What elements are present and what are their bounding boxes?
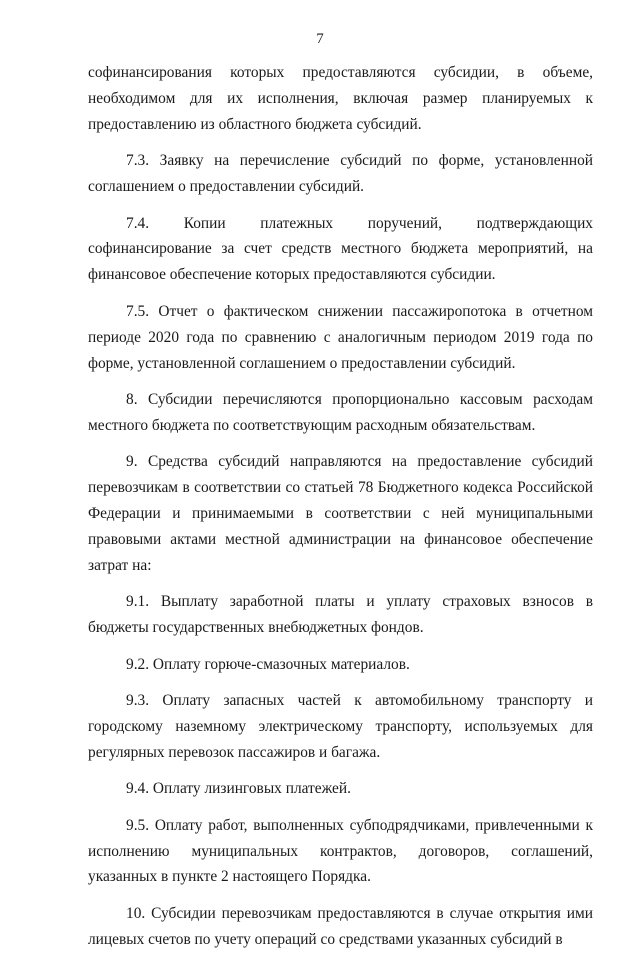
paragraph-9-3: 9.3. Оплату запасных частей к автомобильному транспорту и городскому наземному электрическому транспорту, используемых для регулярных перевозок пассажиров и багажа.	[88, 692, 593, 761]
paragraph-7-3: 7.3. Заявку на перечисление субсидий по форме, установленной соглашением о предоставлении субсидий.	[88, 152, 593, 196]
document-body	[88, 60, 593, 953]
paragraph-9-2: 9.2. Оплату горюче-смазочных материалов.	[126, 655, 410, 673]
paragraph-8: 8. Субсидии перечисляются пропорционально кассовым расходам местного бюджета по соответствующим расходным обязательствам.	[88, 390, 593, 434]
paragraph-7-5: 7.5. Отчет о фактическом снижении пассажиропотока в отчетном периоде 2020 года по сравнению с аналогичным периодом 2019 года по форме, установленной соглашением о предоставлении субсидий.	[88, 302, 593, 372]
paragraph-9-4: 9.4. Оплату лизинговых платежей.	[126, 780, 351, 798]
paragraph-10: 10. Субсидии перевозчикам предоставляются в случае открытия ими лицевых счетов по учету операций со средствами указанных субсидий в	[88, 904, 593, 948]
page-number: 7	[316, 31, 324, 47]
paragraph-9: 9. Средства субсидий направляются на предоставление субсидий перевозчикам в соответствии со статьей 78 Бюджетного кодекса Российской Федерации и принимаемыми в соответствии с ней муниципальными правовыми актами местной администрации на финансовое обеспечение затрат на:	[88, 453, 593, 574]
paragraph-9-5: 9.5. Оплату работ, выполненных субподрядчиками, привлеченными к исполнению муниципальных контрактов, договоров, соглашений, указанных в пункте 2 настоящего Порядка.	[88, 816, 593, 886]
paragraph-7-4: 7.4. Копии платежных поручений, подтверждающих софинансирование за счет средств местного бюджета мероприятий, на финансовое обеспечение которых предоставляются субсидии.	[88, 214, 593, 284]
paragraph-continuation: софинансирования которых предоставляются субсидии, в объеме, необходимом для их исполнения, включая размер планируемых к предоставлению из областного бюджета субсидий.	[88, 64, 593, 133]
paragraph-9-1: 9.1. Выплату заработной платы и уплату страховых взносов в бюджеты государственных внебюджетных фондов.	[88, 593, 593, 637]
